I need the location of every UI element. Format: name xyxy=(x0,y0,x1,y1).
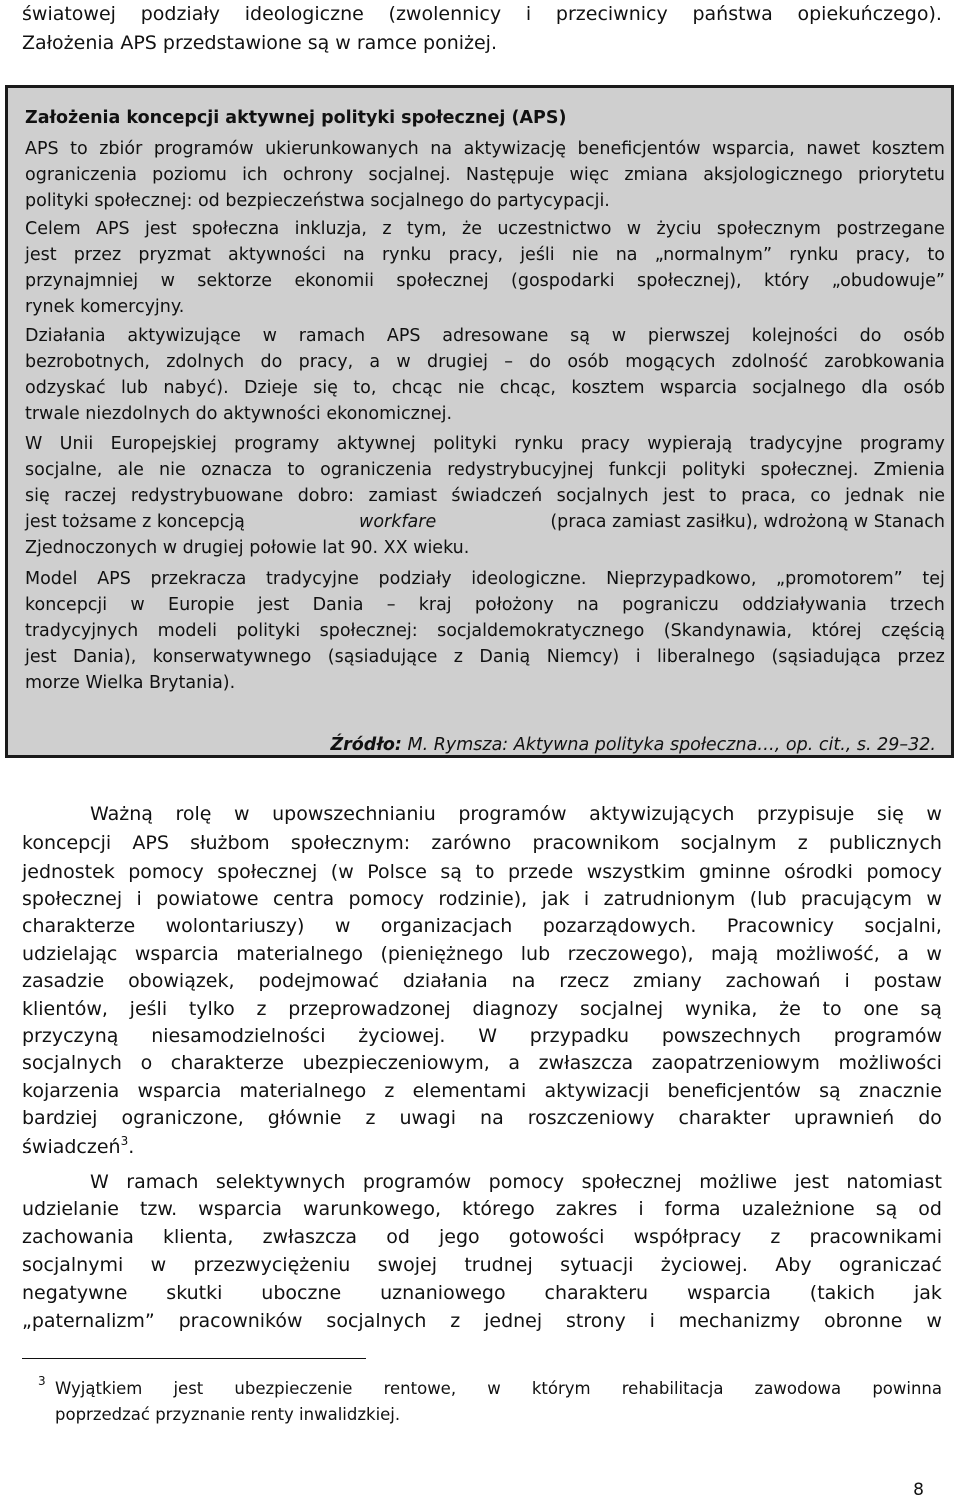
box-title: Założenia koncepcji aktywnej polityki społecznej (APS) xyxy=(25,108,567,128)
source-text: M. Rymsza: Aktywna polityka społeczna…, op. cit., s. 29–32. xyxy=(401,735,936,755)
paragraph-line: Ważną rolę w upowszechnianiu programów aktywizujących przypisuje się w xyxy=(90,803,942,825)
paragraph-line xyxy=(22,1133,134,1162)
box-line: rynek komercyjny. xyxy=(25,297,185,317)
paragraph-line: zasadzie obowiązek, podejmować działania na rzecz zmiany zachowań i postaw xyxy=(22,970,942,992)
paragraph-line: społecznej i powiatowe centra pomocy rodzinie), jak i zatrudnionym (lub pracującym w xyxy=(22,888,942,910)
period: . xyxy=(128,1136,135,1158)
text-line: Założenia APS przedstawione są w ramce poniżej. xyxy=(22,32,497,54)
paragraph-line: udzielanie tzw. wsparcia warunkowego, którego zakres i forma uzależnione są od xyxy=(22,1198,942,1220)
box-line: jest Dania), konserwatywnego (sąsiadujące z Danią Niemcy) i liberalnego (sąsiadująca przez xyxy=(25,647,945,667)
box-line: socjalne, ale nie oznacza to ograniczenia redystrybucyjnej funkcji polityki społecznej. Zmienia xyxy=(25,460,945,480)
paragraph-line: socjalnych o charakterze ubezpieczeniowym, a zwłaszcza zaopatrzeniowym możliwości xyxy=(22,1052,942,1074)
paragraph-line: socjalnymi w przezwyciężeniu swojej trudnej sytuacji życiowej. Aby ograniczać xyxy=(22,1254,942,1276)
footnote-ref[interactable]: 3 xyxy=(120,1134,129,1148)
text-line: światowej podziały ideologiczne (zwolennicy i przeciwnicy państwa opiekuńczego). xyxy=(22,3,942,25)
box-line: morze Wielka Brytania). xyxy=(25,673,236,693)
footnote-divider xyxy=(22,1358,366,1359)
paragraph-line: negatywne skutki uboczne uznaniowego charakteru wsparcia (takich jak xyxy=(22,1282,942,1304)
footnote-number: 3 xyxy=(38,1374,46,1388)
footnote-line: Wyjątkiem jest ubezpieczenie rentowe, w którym rehabilitacja zawodowa powinna xyxy=(55,1379,942,1398)
paragraph-line: W ramach selektywnych programów pomocy społecznej możliwe jest natomiast xyxy=(90,1171,942,1193)
box-line: koncepcji w Europie jest Dania – kraj położony na pograniczu oddziaływania trzech xyxy=(25,595,945,615)
box-line: ograniczenia poziomu ich ochrony socjalnej. Następuje więc zmiana aksjologicznego priorytetu xyxy=(25,165,945,185)
box-line: polityki społecznej: od bezpieczeństwa socjalnego do partycypacji. xyxy=(25,191,610,211)
paragraph-line: klientów, jeśli tylko z przeprowadzonej diagnozy socjalnej wynika, że to one są xyxy=(22,998,942,1020)
aps-assumptions-box xyxy=(5,85,954,758)
paragraph-line: koncepcji APS służbom społecznym: zarówno pracownikom socjalnym z publicznych xyxy=(22,832,942,854)
paragraph-line: „paternalizm” pracowników socjalnych z jednej strony i mechanizmy obronne w xyxy=(22,1310,942,1332)
workfare-after: (praca zamiast zasiłku), wdrożoną w Stanach xyxy=(550,512,945,532)
workfare-before: jest tożsame z koncepcją xyxy=(25,512,245,532)
paragraph-line: bardziej ograniczone, głównie z uwagi na roszczeniowy charakter uprawnień do xyxy=(22,1107,942,1129)
paragraph-line: kojarzenia wsparcia materialnego z elementami aktywizacji beneficjentów są znacznie xyxy=(22,1080,942,1102)
paragraph-line: charakterze wolontariuszy) w organizacjach pozarządowych. Pracownicy socjalni, xyxy=(22,915,942,937)
box-line: przynajmniej w sektorze ekonomii społecznej (gospodarki społecznej), który „obudowuje” xyxy=(25,271,945,291)
box-line: Model APS przekracza tradycyjne podziały ideologiczne. Nieprzypadkowo, „promotorem” tej xyxy=(25,569,945,589)
paragraph-text: świadczeń xyxy=(22,1136,121,1158)
source-citation xyxy=(330,733,936,757)
source-label: Źródło: xyxy=(330,735,402,755)
paragraph-line: jednostek pomocy społecznej (w Polsce są to przede wszystkim gminne ośrodki pomocy xyxy=(22,861,942,883)
paragraph-line: przyczyną niesamodzielności życiowej. W przypadku powszechnych programów xyxy=(22,1025,942,1047)
box-line: odzyskać lub nabyć). Dzieje się to, chcąc nie chcąc, kosztem wsparcia socjalnego dla osób xyxy=(25,378,945,398)
box-line: APS to zbiór programów ukierunkowanych na aktywizację beneficjentów wsparcia, nawet kosztem xyxy=(25,139,945,159)
paragraph-line: zachowania klienta, zwłaszcza od jego gotowości współpracy z pracownikami xyxy=(22,1226,942,1248)
box-line: W Unii Europejskiej programy aktywnej polityki rynku pracy wypierają tradycyjne programy xyxy=(25,434,945,454)
box-line: bezrobotnych, zdolnych do pracy, a w drugiej – do osób mogących zdolność zarobkowania xyxy=(25,352,945,372)
box-line: się raczej redystrybuowane dobro: zamiast świadczeń socjalnych jest to praca, co jednak nie xyxy=(25,486,945,506)
page-number: 8 xyxy=(913,1480,924,1500)
box-line: trwale niezdolnych do aktywności ekonomicznej. xyxy=(25,404,453,424)
box-line: Celem APS jest społeczna inkluzja, z tym, że uczestnictwo w życiu społecznym postrzegane xyxy=(25,219,945,239)
box-line: Zjednoczonych w drugiej połowie lat 90. XX wieku. xyxy=(25,538,470,558)
workfare-term: workfare xyxy=(359,512,437,532)
footnote-line: poprzedzać przyznanie renty inwalidzkiej. xyxy=(55,1405,401,1424)
box-line-workfare xyxy=(25,509,945,535)
box-line: tradycyjnych modeli polityki społecznej: socjaldemokratycznego (Skandynawia, której częścią xyxy=(25,621,945,641)
box-line: jest przez pryzmat aktywności na rynku pracy, jeśli nie na „normalnym” rynku pracy, to xyxy=(25,245,945,265)
paragraph-line: udzielając wsparcia materialnego (pieniężnego lub rzeczowego), mają możliwość, a w xyxy=(22,943,942,965)
box-line: Działania aktywizujące w ramach APS adresowane są w pierwszej kolejności do osób xyxy=(25,326,945,346)
